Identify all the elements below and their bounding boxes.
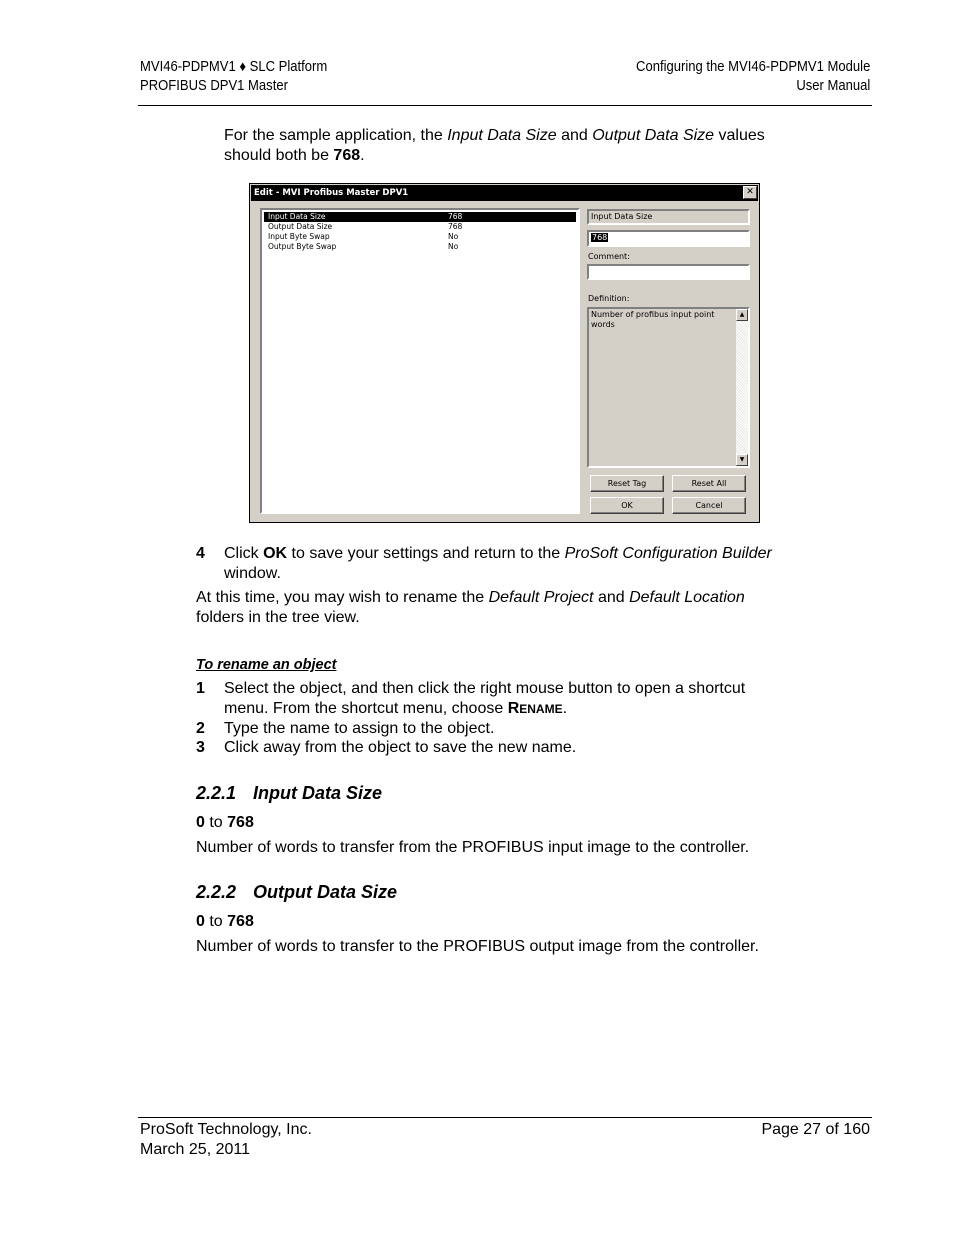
- cancel-button[interactable]: Cancel: [672, 497, 746, 514]
- range-max: 768: [227, 913, 254, 930]
- list-item[interactable]: [264, 222, 576, 232]
- dialog-title: Edit - MVI Profibus Master DPV1: [254, 188, 409, 198]
- param-value: No: [448, 242, 459, 251]
- rename-paragraph: [196, 588, 846, 628]
- comment-input[interactable]: [587, 264, 750, 280]
- header-doc-type: User Manual: [796, 78, 870, 94]
- section-heading-output: [196, 881, 397, 903]
- footer-rule: [138, 1117, 872, 1118]
- value-input[interactable]: [587, 230, 750, 247]
- list-item[interactable]: [264, 232, 576, 242]
- param-name: Input Data Size: [268, 212, 326, 221]
- rename-step-3: Click away from the object to save the new name.: [224, 739, 577, 756]
- scroll-down-icon[interactable]: ▼: [736, 454, 748, 466]
- header-subtitle: PROFIBUS DPV1 Master: [140, 78, 288, 94]
- rename-term-project: Default Project: [488, 589, 594, 606]
- intro-text: should both be: [224, 147, 334, 164]
- comment-label: Comment:: [588, 252, 630, 261]
- param-value: 768: [448, 212, 463, 221]
- header-chapter: Configuring the MVI46-PDPMV1 Module: [635, 59, 870, 75]
- param-name: Input Byte Swap: [268, 232, 330, 241]
- header-rule: [138, 105, 872, 106]
- rename-text: and: [593, 589, 630, 606]
- intro-text: and: [556, 127, 593, 144]
- step-app-name: ProSoft Configuration Builder: [564, 545, 772, 562]
- input-description: Number of words to transfer from the PROFIBUS input image to the controller.: [196, 839, 750, 856]
- param-name: Output Byte Swap: [268, 242, 337, 251]
- rename-command: R: [507, 700, 520, 717]
- rename-step-2: Type the name to assign to the object.: [224, 720, 495, 737]
- intro-paragraph: [224, 126, 844, 166]
- step-number: 4: [196, 545, 205, 562]
- edit-dialog: [249, 183, 760, 523]
- intro-value: 768: [333, 147, 361, 164]
- intro-text: values: [714, 127, 765, 144]
- reset-all-button[interactable]: Reset All: [672, 475, 746, 492]
- step-text: Select the object, and then click the right mouse button to open a shortcut: [224, 680, 746, 697]
- step-number: 1: [196, 680, 205, 697]
- step-ok-term: OK: [263, 545, 288, 562]
- param-value: No: [448, 232, 459, 241]
- footer-company: ProSoft Technology, Inc.: [140, 1121, 312, 1138]
- definition-label: Definition:: [588, 294, 630, 303]
- ok-button[interactable]: OK: [590, 497, 664, 514]
- selected-param-label: Input Data Size: [591, 212, 653, 221]
- param-name: Output Data Size: [268, 222, 333, 231]
- range-sep: to: [204, 814, 228, 831]
- step-text: menu. From the shortcut menu, choose: [224, 700, 508, 717]
- value-input-text: 768: [592, 233, 608, 242]
- range-sep: to: [204, 913, 228, 930]
- rename-subheading: To rename an object: [196, 657, 337, 673]
- rename-command: ENAME: [519, 702, 563, 716]
- range-min: 0: [196, 814, 205, 831]
- definition-text: Number of profibus input point words: [591, 310, 715, 329]
- close-icon[interactable]: ✕: [743, 186, 757, 199]
- scroll-up-icon[interactable]: ▲: [736, 309, 748, 321]
- parameter-list[interactable]: [260, 208, 580, 514]
- step-4-text: [224, 544, 844, 584]
- footer-date: March 25, 2011: [140, 1141, 250, 1158]
- intro-term-output: Output Data Size: [592, 127, 715, 144]
- footer-page: Page 27 of 160: [761, 1121, 870, 1138]
- selected-param-name: [587, 209, 750, 225]
- output-range: [196, 912, 254, 932]
- rename-step-1: [224, 679, 844, 719]
- range-max: 768: [227, 814, 254, 831]
- intro-term-input: Input Data Size: [447, 127, 557, 144]
- param-value: 768: [448, 222, 463, 231]
- list-item[interactable]: [264, 212, 576, 222]
- header-right: [636, 58, 870, 96]
- dialog-title-bar: [251, 185, 758, 201]
- footer-left: [140, 1120, 312, 1160]
- section-title: Input Data Size: [253, 783, 383, 803]
- section-number: 2.2.1: [196, 783, 237, 803]
- section-title: Output Data Size: [253, 882, 398, 902]
- range-min: 0: [196, 913, 205, 930]
- step-text: Click: [224, 545, 264, 562]
- step-text: window.: [224, 565, 281, 582]
- rename-term-location: Default Location: [629, 589, 745, 606]
- input-range: [196, 813, 254, 833]
- intro-text: .: [360, 147, 365, 164]
- reset-tag-button[interactable]: Reset Tag: [590, 475, 664, 492]
- step-number: 3: [196, 739, 205, 756]
- intro-text: For the sample application, the: [224, 127, 448, 144]
- output-description: Number of words to transfer to the PROFIBUS output image from the controller.: [196, 938, 759, 955]
- definition-box: [587, 307, 750, 468]
- step-number: 2: [196, 720, 205, 737]
- header-product: MVI46-PDPMV1 ♦ SLC Platform: [140, 59, 328, 75]
- rename-text: At this time, you may wish to rename the: [196, 589, 489, 606]
- section-number: 2.2.2: [196, 882, 237, 902]
- step-text: to save your settings and return to the: [287, 545, 565, 562]
- definition-scrollbar[interactable]: [736, 309, 748, 466]
- section-heading-input: [196, 782, 382, 804]
- step-text: .: [562, 700, 568, 717]
- rename-text: folders in the tree view.: [196, 609, 360, 626]
- list-item[interactable]: [264, 242, 576, 252]
- header-left: [140, 58, 327, 96]
